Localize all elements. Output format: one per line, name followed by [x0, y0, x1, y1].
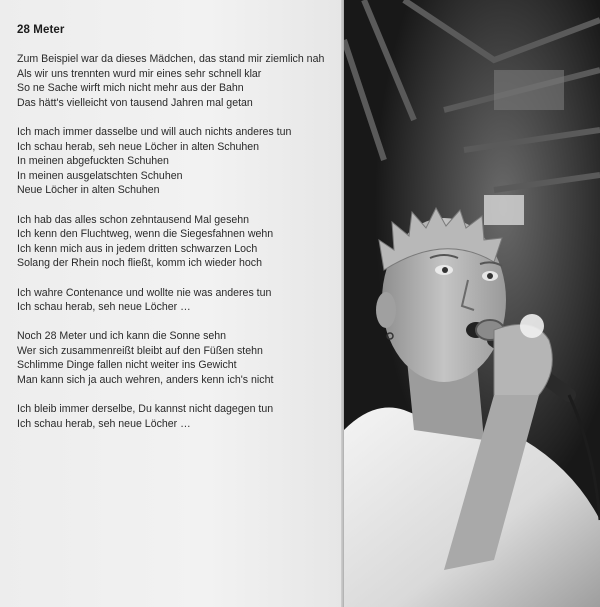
stanza	[17, 213, 337, 271]
lyric-line: Schlimme Dinge fallen nicht weiter ins Gewicht	[17, 359, 237, 372]
lyric-line: Ich bleib immer derselbe, Du kannst nicht dagegen tun	[17, 403, 274, 416]
lyric-line: Wer sich zusammenreißt bleibt auf den Füßen stehn	[17, 344, 263, 357]
stanza	[17, 125, 337, 198]
lyric-line: Als wir uns trennten wurd mir eines sehr schnell klar	[17, 67, 262, 80]
ceiling-light	[484, 195, 524, 225]
lyric-line: Ich hab das alles schon zehntausend Mal gesehn	[17, 213, 250, 226]
lyric-line: Das hätt's vielleicht von tausend Jahren mal getan	[17, 96, 253, 109]
lyric-line: In meinen abgefuckten Schuhen	[17, 155, 169, 168]
singer-photo	[344, 0, 600, 607]
stanza	[17, 329, 337, 387]
ceiling-panel	[494, 70, 564, 110]
stanza	[17, 52, 337, 110]
lyric-line: So ne Sache wirft mich nicht mehr aus der Bahn	[17, 82, 244, 95]
stanza	[17, 286, 337, 315]
lyric-line: Ich schau herab, seh neue Löcher …	[17, 301, 191, 314]
lyric-line: Ich schau herab, seh neue Löcher in alten Schuhen	[17, 140, 260, 153]
lyric-line: Man kann sich ja auch wehren, anders kenn ich's nicht	[17, 374, 274, 387]
lyric-line: In meinen ausgelatschten Schuhen	[17, 169, 183, 182]
lyric-line: Ich schau herab, seh neue Löcher …	[17, 417, 191, 430]
lyric-line: Noch 28 Meter und ich kann die Sonne sehn	[17, 330, 227, 343]
lyric-line: Ich kenn den Fluchtweg, wenn die Siegesfahnen wehn	[17, 228, 274, 241]
lyric-line: Ich mach immer dasselbe und will auch nichts anderes tun	[17, 125, 292, 138]
lyric-line: Ich kenn mich aus in jedem dritten schwarzen Loch	[17, 242, 258, 255]
lyric-line: Solang der Rhein noch fließt, komm ich wieder hoch	[17, 257, 262, 270]
ear	[376, 292, 396, 328]
lyric-line: Neue Löcher in alten Schuhen	[17, 184, 160, 197]
lyrics-body	[17, 52, 337, 446]
song-title: 28 Meter	[17, 24, 65, 36]
stanza	[17, 402, 337, 431]
lyric-line: Zum Beispiel war da dieses Mädchen, das stand mir ziemlich nah	[17, 53, 325, 65]
photo-page	[344, 0, 600, 607]
lyric-line: Ich wahre Contenance und wollte nie was anderes tun	[17, 286, 272, 299]
